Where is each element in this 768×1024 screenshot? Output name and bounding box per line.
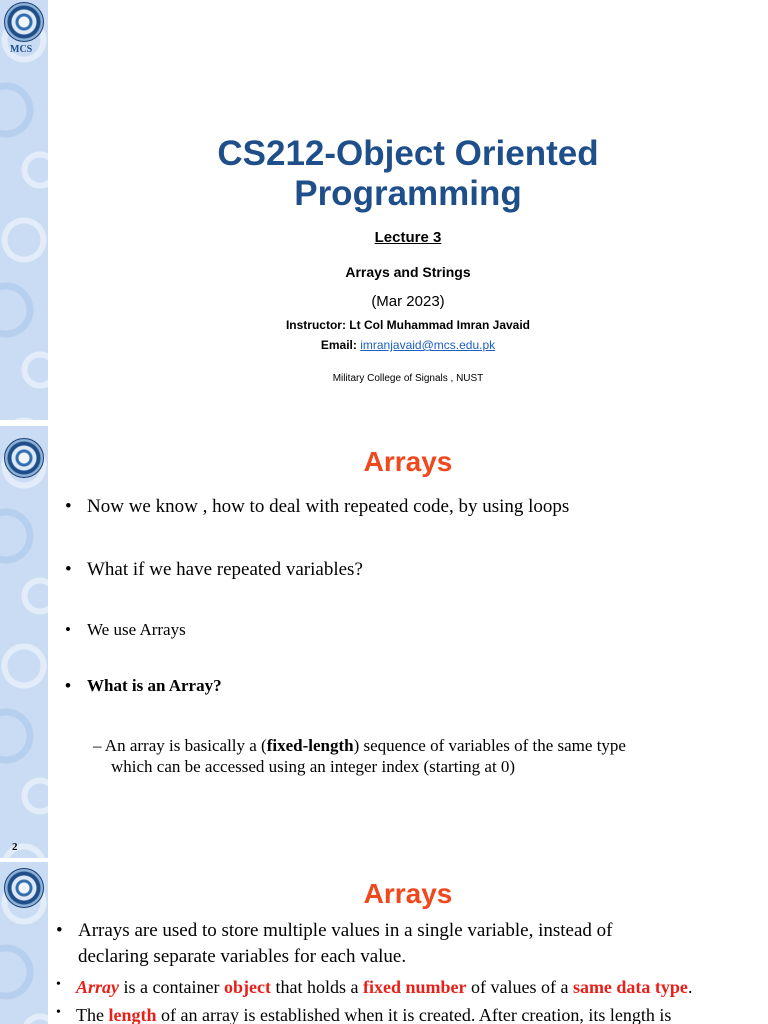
- list-item: • We use Arrays: [65, 620, 186, 639]
- list-item: • The length of an array is established when it is created. After creation, its length is: [56, 1005, 672, 1024]
- slide-heading: Arrays: [363, 878, 453, 909]
- email-line: [48, 338, 768, 352]
- course-title: [48, 134, 768, 214]
- mcs-logo-icon: [4, 2, 44, 42]
- course-title-line2: Programming: [294, 174, 522, 213]
- sub-list-item: – An array is basically a (fixed-length) sequence of variables of the same type which can be accessed using an integer index (starting at 0): [93, 736, 626, 776]
- email-link[interactable]: imranjavaid@mcs.edu.pk: [360, 338, 496, 352]
- lecture-number: Lecture 3: [374, 229, 442, 246]
- slide-heading: Arrays: [363, 446, 453, 477]
- list-item: • What if we have repeated variables?: [65, 559, 363, 580]
- decorative-stripe: [0, 426, 48, 858]
- logo-text: MCS: [10, 44, 33, 55]
- list-item: • Now we know , how to deal with repeated code, by using loops: [65, 496, 570, 517]
- course-title-line1: CS212-Object Oriented: [217, 134, 599, 173]
- instructor: Instructor: Lt Col Muhammad Imran Javaid: [285, 318, 531, 332]
- list-item: • Array is a container object that holds a fixed number of values of a same data type.: [56, 977, 693, 997]
- college-name: Military College of Signals , NUST: [332, 373, 484, 384]
- list-item: • What is an Array?: [65, 676, 222, 695]
- mcs-logo-icon: [4, 868, 44, 908]
- page-number: 2: [12, 841, 18, 853]
- lecture-date: (Mar 2023): [371, 293, 445, 310]
- email-label: Email:: [320, 338, 357, 352]
- mcs-logo-icon: [4, 438, 44, 478]
- slide-arrays-definition: [0, 862, 768, 1024]
- slide-arrays-intro: [0, 426, 768, 858]
- list-item: • Arrays are used to store multiple values in a single variable, instead of declaring separate variables for each value.: [56, 920, 613, 967]
- lecture-topic: Arrays and Strings: [345, 264, 471, 280]
- slide-title: [0, 0, 768, 420]
- decorative-stripe: [0, 0, 48, 420]
